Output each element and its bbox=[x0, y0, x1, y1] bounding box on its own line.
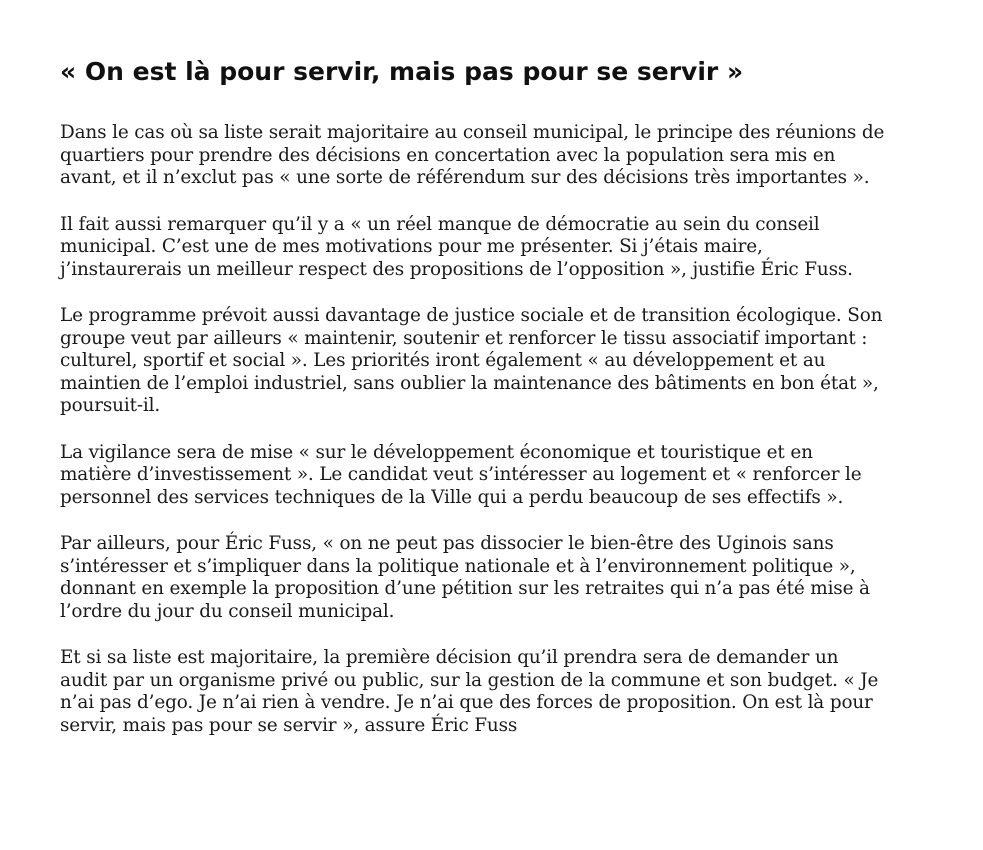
text-line: culturel, sportif et social ». Les priorités iront également « au développement et au bbox=[60, 350, 826, 371]
text-line: poursuit-il. bbox=[60, 395, 161, 416]
text-line: maintien de l’emploi industriel, sans oublier la maintenance des bâtiments en bon état », bbox=[60, 372, 879, 394]
article-body bbox=[60, 122, 943, 737]
text-line: s’intéresser et s’impliquer dans la politique nationale et à l’environnement politique », bbox=[60, 555, 856, 577]
text-line: quartiers pour prendre des décisions en concertation avec la population sera mis en bbox=[60, 144, 836, 166]
paragraph-3 bbox=[60, 305, 943, 418]
text-line: Il fait aussi remarquer qu’il y a « un réel manque de démocratie au sein du conseil bbox=[60, 213, 820, 235]
text-line: servir, mais pas pour se servir », assure Éric Fuss bbox=[60, 714, 518, 736]
paragraph-5 bbox=[60, 533, 943, 623]
text-line: audit par un organisme privé ou public, sur la gestion de la commune et son budget. « Je bbox=[60, 669, 879, 691]
text-line: groupe veut par ailleurs « maintenir, soutenir et renforcer le tissu associatif important : bbox=[60, 327, 868, 349]
text-line: Dans le cas où sa liste serait majoritaire au conseil municipal, le principe des réunions de bbox=[60, 122, 885, 143]
text-line: Le programme prévoit aussi davantage de justice sociale et de transition écologique. Son bbox=[60, 305, 883, 326]
text-line: Et si sa liste est majoritaire, la première décision qu’il prendra sera de demander un bbox=[60, 647, 839, 668]
paragraph-1 bbox=[60, 122, 943, 190]
paragraph-4 bbox=[60, 442, 943, 510]
text-line: La vigilance sera de mise « sur le développement économique et touristique et en bbox=[60, 441, 813, 463]
text-line: l’ordre du jour du conseil municipal. bbox=[60, 600, 395, 622]
text-line: Par ailleurs, pour Éric Fuss, « on ne peut pas dissocier le bien-être des Uginois sans bbox=[60, 533, 834, 554]
article-headline: « On est là pour servir, mais pas pour se servir » bbox=[60, 57, 744, 86]
paragraph-2 bbox=[60, 214, 943, 282]
text-line: donnant en exemple la proposition d’une pétition sur les retraites qui n’a pas été mise à bbox=[60, 578, 870, 599]
text-line: municipal. C’est une de mes motivations pour me présenter. Si j’étais maire, bbox=[60, 236, 763, 257]
text-line: j’instaurerais un meilleur respect des propositions de l’opposition », justifie Éric Fuss. bbox=[60, 258, 853, 280]
paragraph-6 bbox=[60, 647, 943, 737]
text-line: matière d’investissement ». Le candidat veut s’intéresser au logement et « renforcer le bbox=[60, 464, 862, 485]
text-line: n’ai pas d’ego. Je n’ai rien à vendre. Je n’ai que des forces de proposition. On est là pour bbox=[60, 692, 873, 713]
text-line: personnel des services techniques de la Ville qui a perdu beaucoup de ses effectifs ». bbox=[60, 486, 844, 508]
text-line: avant, et il n’exclut pas « une sorte de référendum sur des décisions très importantes ». bbox=[60, 167, 870, 188]
